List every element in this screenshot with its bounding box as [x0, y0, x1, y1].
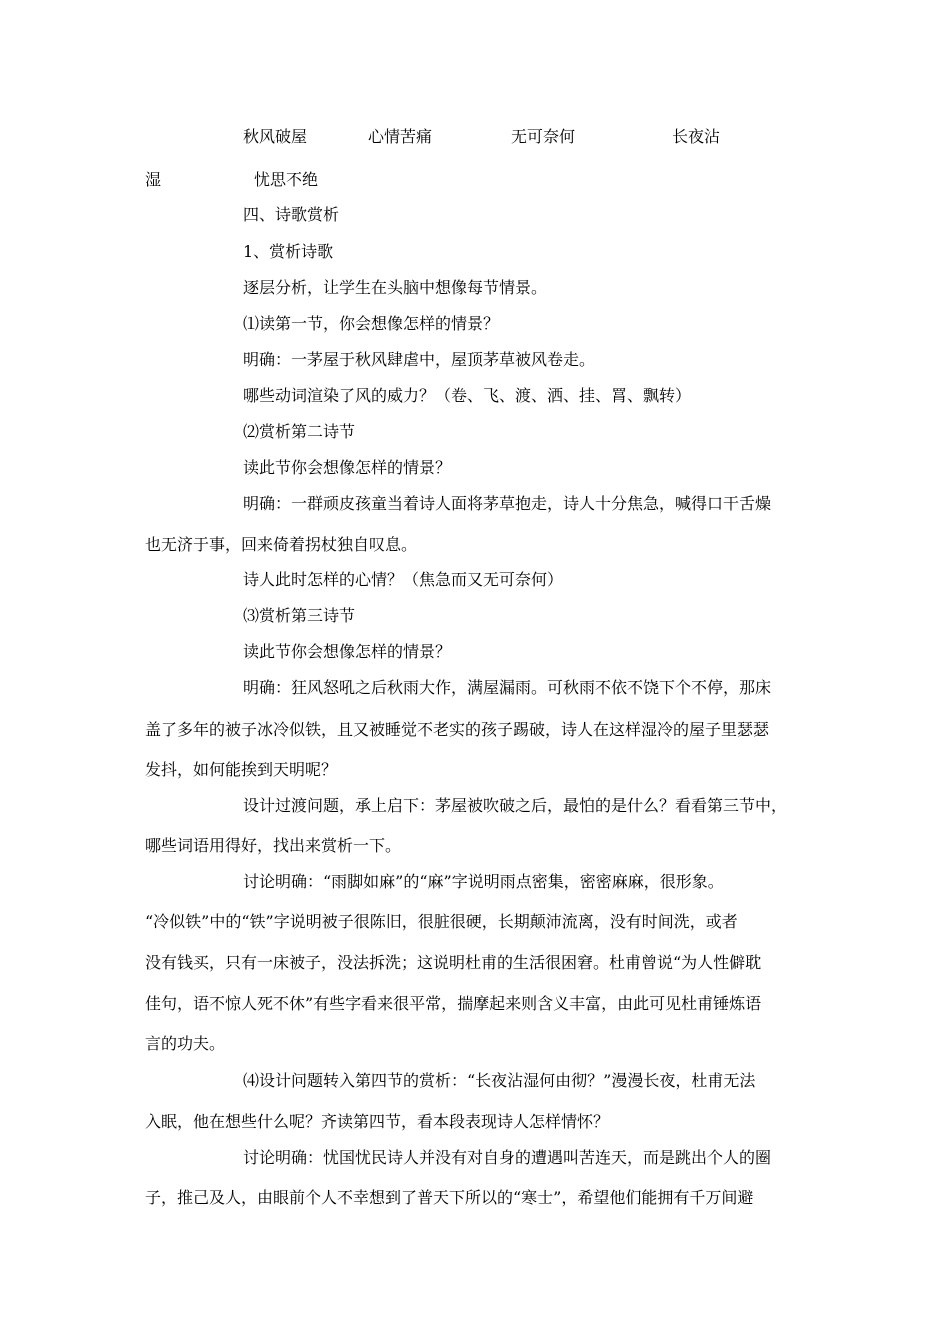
paragraph-line: 佳句，语不惊人死不休”有些字看来很平常，揣摩起来则含义丰富，由此可见杜甫锤炼语 [145, 994, 762, 1013]
paragraph-line: ⑴读第一节，你会想像怎样的情景？ [243, 314, 500, 333]
paragraph-line: 明确：一群顽皮孩童当着诗人面将茅草抱走，诗人十分焦急，喊得口干舌燥 [243, 494, 772, 513]
paragraph-line: 明确：一茅屋于秋风肆虐中，屋顶茅草被风卷走。 [243, 350, 596, 369]
paragraph-line: 诗人此时怎样的心情？（焦急而又无可奈何） [243, 570, 564, 589]
paragraph-line: 逐层分析，让学生在头脑中想像每节情景。 [243, 278, 548, 297]
paragraph-line: “冷似铁”中的“铁”字说明被子很陈旧，很脏很硬，长期颠沛流离，没有时间洗，或者 [145, 912, 738, 931]
section-heading: 四、诗歌赏析 [243, 205, 340, 224]
paragraph-line: 没有钱买，只有一床被子，没法拆洗；这说明杜甫的生活很困窘。杜甫曾说“为人性僻耽 [145, 953, 762, 972]
summary-cell: 秋风破屋 [243, 127, 308, 146]
summary-cell: 长夜沾 [672, 127, 721, 146]
paragraph-line: 发抖，如何能挨到天明呢？ [145, 760, 338, 779]
summary-cell: 心情苦痛 [368, 127, 433, 146]
paragraph-line: 讨论明确：忧国忧民诗人并没有对自身的遭遇叫苦连天，而是跳出个人的圈 [243, 1148, 772, 1167]
paragraph-line: 入眠，他在想些什么呢？齐读第四节，看本段表现诗人怎样情怀？ [145, 1112, 610, 1131]
summary-cell: 无可奈何 [511, 127, 576, 146]
summary-cell-wrap: 湿 [145, 170, 162, 189]
paragraph-line: 明确：狂风怒吼之后秋雨大作，满屋漏雨。可秋雨不依不饶下个不停，那床 [243, 678, 772, 697]
paragraph-line: ⑷设计问题转入第四节的赏析：“长夜沾湿何由彻？”漫漫长夜，杜甫无法 [243, 1071, 756, 1090]
paragraph-line: 子，推己及人，由眼前个人不幸想到了普天下所以的“寒士”，希望他们能拥有千万间避 [145, 1188, 754, 1207]
summary-cell: 忧思不绝 [254, 170, 319, 189]
paragraph-line: 设计过渡问题，承上启下：茅屋被吹破之后，最怕的是什么？看看第三节中， [243, 796, 788, 815]
paragraph-line: 读此节你会想像怎样的情景？ [243, 458, 452, 477]
paragraph-line: 言的功夫。 [145, 1034, 226, 1053]
paragraph-line: ⑵赏析第二诗节 [243, 422, 356, 441]
paragraph-line: 盖了多年的被子冰冷似铁，且又被睡觉不老实的孩子踢破，诗人在这样湿冷的屋子里瑟瑟 [145, 720, 770, 739]
subsection-heading: 1、赏析诗歌 [243, 242, 334, 261]
paragraph-line: 哪些词语用得好，找出来赏析一下。 [145, 836, 402, 855]
paragraph-line: 读此节你会想像怎样的情景？ [243, 642, 452, 661]
paragraph-line: 也无济于事，回来倚着拐杖独自叹息。 [145, 535, 418, 554]
paragraph-line: 讨论明确：“雨脚如麻”的“麻”字说明雨点密集，密密麻麻，很形象。 [243, 872, 724, 891]
paragraph-line: 哪些动词渲染了风的威力？（卷、飞、渡、洒、挂、罥、飘转） [243, 386, 692, 405]
paragraph-line: ⑶赏析第三诗节 [243, 606, 356, 625]
